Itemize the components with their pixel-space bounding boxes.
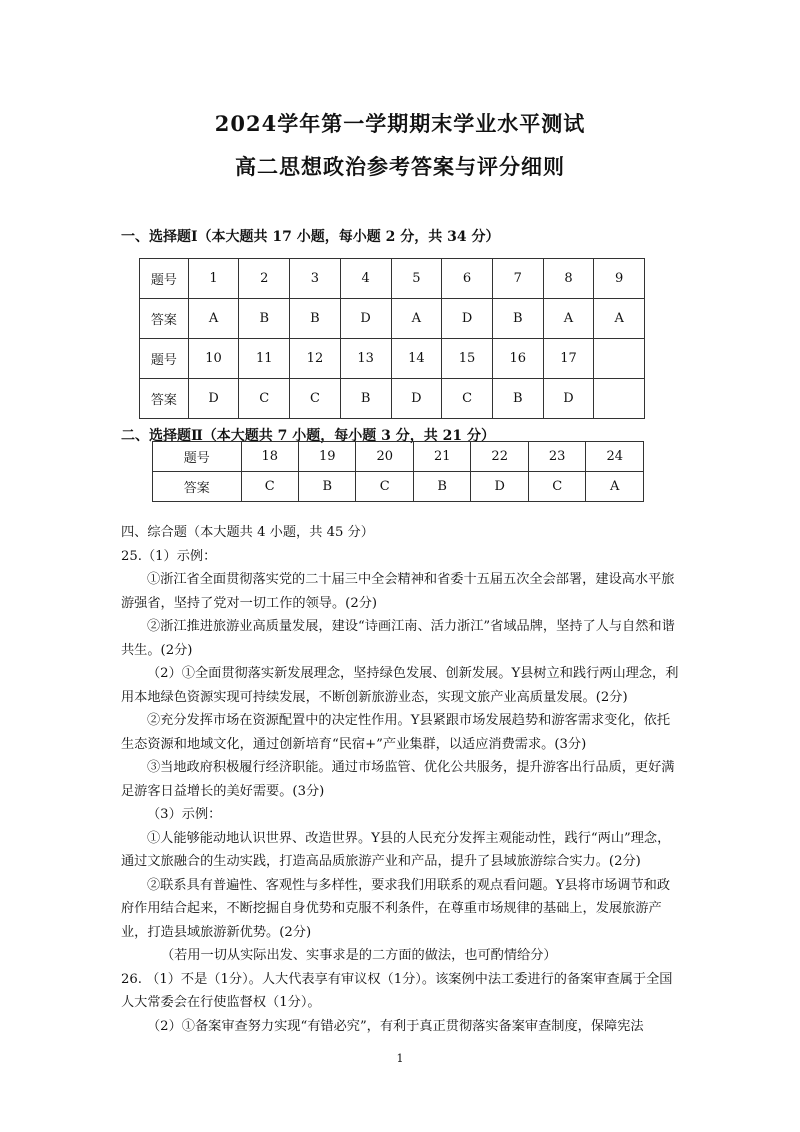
table-cell: C [241, 472, 298, 502]
table-cell: 14 [391, 339, 442, 379]
answer-line: 25.（1）示例： [121, 548, 217, 564]
table-cell: C [239, 379, 290, 419]
answer-line: ①人能够能动地认识世界、改造世界。Y县的人民充分发挥主观能动性，践行“两山”理念，通过文旅融合的生动实践，打造高品质旅游产业和产品，提升了县域旅游综合实力。(2分) [121, 830, 671, 869]
section4-heading: 四、综合题（本大题共 4 小题，共 45 分） [121, 525, 374, 540]
document-title: 2024学年第一学期期末学业水平测试 [214, 111, 586, 136]
section2-answer-table [152, 441, 644, 502]
table-cell: D [188, 379, 239, 419]
answer-line: ②联系具有普遍性、客观性与多样性，要求我们用联系的观点看问题。Y县将市场调节和政府作用结合起来，不断挖掘自身优势和克服不利条件，在尊重市场规律的基础上，发展旅游产业，打造县域旅游新优势。(2分) [121, 877, 671, 940]
table-cell: D [543, 379, 594, 419]
table-cell: 答案 [153, 472, 242, 502]
table-row [153, 472, 644, 502]
table-cell: B [492, 299, 543, 339]
table-cell: 19 [299, 442, 356, 472]
section1-heading: 一、选择题Ⅰ（本大题共 17 小题，每小题 2 分，共 34 分） [121, 229, 500, 245]
section2-heading: 二、选择题Ⅱ（本大题共 7 小题，每小题 3 分，共 21 分） [121, 428, 496, 444]
table-cell: 4 [340, 259, 391, 299]
table-cell: A [586, 472, 644, 502]
table-cell: B [340, 379, 391, 419]
table-cell: 18 [241, 442, 298, 472]
table-cell: 题号 [140, 259, 189, 299]
answer-line: ③当地政府积极履行经济职能。通过市场监管、优化公共服务，提升游客出行品质，更好满足游客日益增长的美好需要。(3分) [121, 760, 675, 799]
table-cell: D [340, 299, 391, 339]
answer-line: （2）①全面贯彻落实新发展理念，坚持绿色发展、创新发展。Y县树立和践行两山理念，利用本地绿色资源实现可持续发展，不断创新旅游业态，实现文旅产业高质量发展。(2分) [121, 666, 679, 705]
answer-line: ②充分发挥市场在资源配置中的决定性作用。Y县紧跟市场发展趋势和游客需求变化，依托生态资源和地域文化，通过创新培育“民宿+”产业集群，以适应消费需求。(3分) [121, 713, 671, 752]
section4-body [121, 521, 681, 1038]
table-cell: 20 [356, 442, 413, 472]
table-cell: 答案 [140, 379, 189, 419]
table-cell: B [492, 379, 543, 419]
table-row [140, 379, 645, 419]
document-subtitle: 高二思想政治参考答案与评分细则 [235, 154, 565, 179]
answer-line: （2）①备案审查努力实现“有错必究”，有利于真正贯彻落实备案审查制度，保障宪法 [147, 1018, 644, 1034]
section1-answer-table [139, 258, 645, 419]
table-cell: 题号 [140, 339, 189, 379]
table-cell: 23 [528, 442, 585, 472]
table-cell [594, 339, 645, 379]
table-cell: C [442, 379, 493, 419]
table-cell: 16 [492, 339, 543, 379]
table-cell: B [239, 299, 290, 339]
table-cell: 12 [290, 339, 341, 379]
table-cell: 6 [442, 259, 493, 299]
table-cell: B [299, 472, 356, 502]
table-cell: 答案 [140, 299, 189, 339]
answer-line: 26. （1）不是（1分）。人大代表享有审议权（1分）。该案例中法工委进行的备案审查属于全国人大常委会在行使监督权（1分）。 [121, 971, 673, 1010]
answer-line: （若用一切从实际出发、实事求是的二方面的做法，也可酌情给分） [161, 948, 557, 963]
table-cell: 17 [543, 339, 594, 379]
table-cell: 题号 [153, 442, 242, 472]
table-cell: C [356, 472, 413, 502]
table-cell: 11 [239, 339, 290, 379]
table-cell: 5 [391, 259, 442, 299]
answer-line: ①浙江省全面贯彻落实党的二十届三中全会精神和省委十五届五次全会部署，建设高水平旅游强省，坚持了党对一切工作的领导。(2分) [121, 572, 675, 611]
table-cell: D [442, 299, 493, 339]
table-row [140, 339, 645, 379]
table-cell: C [290, 379, 341, 419]
table-cell: B [413, 472, 470, 502]
answer-line: ②浙江推进旅游业高质量发展，建设“诗画江南、活力浙江”省域品牌，坚持了人与自然和谐共生。(2分) [121, 619, 675, 658]
table-cell: 7 [492, 259, 543, 299]
table-row [140, 299, 645, 339]
table-cell: A [391, 299, 442, 339]
table-cell: A [594, 299, 645, 339]
table-cell: 22 [471, 442, 528, 472]
page-number: 1 [396, 1052, 404, 1065]
table-cell: D [471, 472, 528, 502]
table-cell: 21 [413, 442, 470, 472]
table-cell [594, 379, 645, 419]
table-cell: A [543, 299, 594, 339]
table-cell: 10 [188, 339, 239, 379]
table-cell: B [290, 299, 341, 339]
table-cell: 9 [594, 259, 645, 299]
table-cell: A [188, 299, 239, 339]
table-cell: 15 [442, 339, 493, 379]
table-row [153, 442, 644, 472]
table-cell: 3 [290, 259, 341, 299]
table-cell: C [528, 472, 585, 502]
table-cell: 2 [239, 259, 290, 299]
answer-line: （3）示例： [147, 807, 222, 822]
table-cell: 1 [188, 259, 239, 299]
table-cell: 13 [340, 339, 391, 379]
table-cell: D [391, 379, 442, 419]
table-row [140, 259, 645, 299]
table-cell: 8 [543, 259, 594, 299]
table-cell: 24 [586, 442, 644, 472]
